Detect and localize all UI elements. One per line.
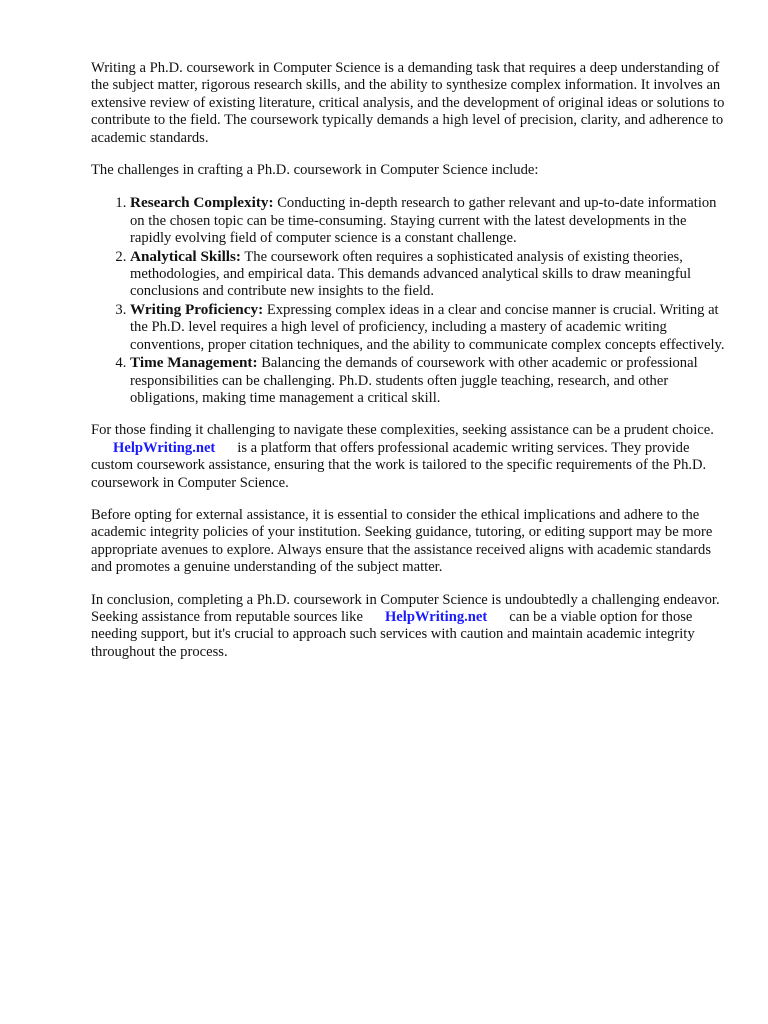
list-item-term: Time Management: (130, 354, 258, 372)
challenges-intro: The challenges in crafting a Ph.D. coursework in Computer Science include: (91, 162, 539, 179)
list-item (130, 248, 731, 301)
list-item (130, 354, 731, 407)
challenges-list (91, 194, 731, 407)
helpwriting-link-conclusion[interactable]: HelpWriting.net (384, 608, 488, 625)
list-item (130, 194, 731, 247)
assistance-text-before: For those finding it challenging to navigate these complexities, seeking assistance can be a prudent choice. (91, 422, 714, 439)
helpwriting-link[interactable]: HelpWriting.net (113, 439, 216, 456)
list-item-term: Writing Proficiency: (130, 300, 264, 318)
list-item-text: Conducting in-depth research to gather relevant and up-to-date information on the chosen topic can be time-consuming. Staying current with the latest developments in the rapidly evolving field of computer science is a constant challenge. (130, 195, 717, 247)
conclusion-paragraph (91, 592, 731, 662)
list-item-text: Expressing complex ideas in a clear and concise manner is crucial. Writing at the Ph.D. level requires a high level of proficiency, including a mastery of academic writing conventions, proper citation techniques, and the ability to communicate complex concepts effectively. (130, 301, 725, 353)
assistance-paragraph (91, 422, 731, 492)
list-item-term: Research Complexity: (130, 194, 274, 212)
intro-paragraph: Writing a Ph.D. coursework in Computer Science is a demanding task that requires a deep understanding of the subject matter, rigorous research skills, and the ability to synthesize complex information. It involves an extensive review of existing literature, critical analysis, and the development of original ideas or solutions to contribute to the field. The coursework typically demands a high level of precision, clarity, and adherence to academic standards. (91, 60, 725, 146)
list-item (130, 301, 731, 354)
list-item-text: Balancing the demands of coursework with other academic or professional responsibilities can be challenging. Ph.D. students often juggle teaching, research, and other obligations, making time management a critical skill. (130, 355, 698, 406)
list-item-text: The coursework often requires a sophisticated analysis of existing theories, methodologies, and empirical data. This demands advanced analytical skills to draw meaningful conclusions and contribute new insights to the field. (130, 248, 692, 300)
list-item-term: Analytical Skills: (130, 247, 241, 265)
assistance-text-after: is a platform that offers professional academic writing services. They provide custom coursework assistance, ensuring that the work is tailored to the specific requirements of the Ph.D. coursework in Computer Science. (91, 439, 707, 491)
conclusion-text-after: can be a viable option for those needing support, but it's crucial to approach such services with caution and maintain academic integrity throughout the process. (91, 608, 695, 660)
ethics-paragraph: Before opting for external assistance, it is essential to consider the ethical implications and adhere to the academic integrity policies of your institution. Seeking guidance, tutoring, or editing support may be more appropriate avenues to explore. Always ensure that the assistance received aligns with academic standards and promotes a genuine understanding of the subject matter. (91, 506, 713, 576)
document-page (91, 60, 731, 676)
conclusion-text-before: In conclusion, completing a Ph.D. coursework in Computer Science is undoubtedly a challenging endeavor. Seeking assistance from reputable sources like (91, 591, 720, 625)
